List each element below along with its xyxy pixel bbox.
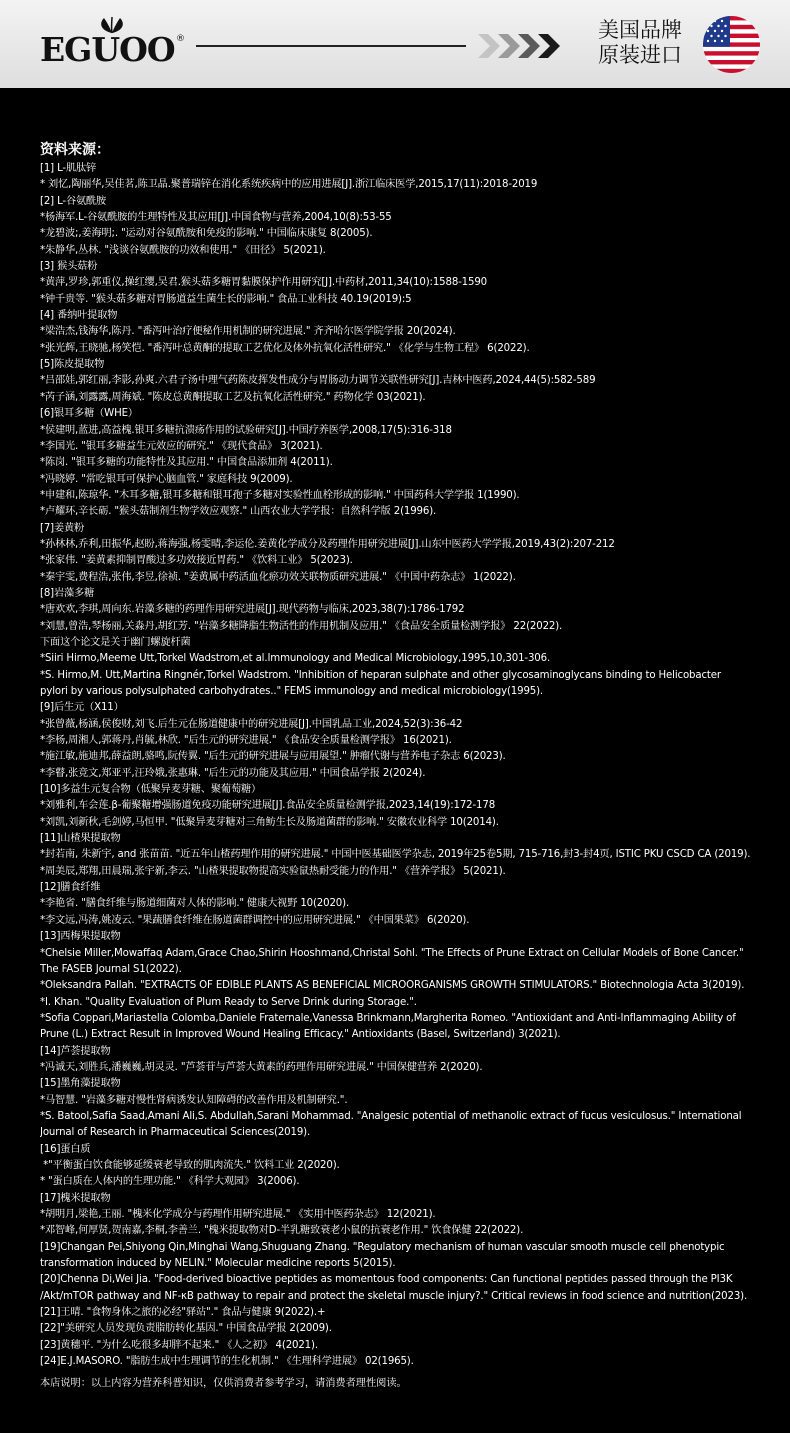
reference-line: *李艳省. "膳食纤维与肠道细菌对人体的影响." 健康大视野 10(2020).	[40, 898, 350, 910]
registered-mark: ®	[176, 34, 185, 44]
reference-line: [19]Changan Pei,Shiyong Qin,Minghai Wang,Shuguang Zhang. "Regulatory mechanism of human vascular smooth muscle cell phenotypic	[40, 1241, 725, 1253]
reference-line: [7]姜黄粉	[40, 522, 85, 534]
references-section	[40, 140, 780, 1392]
reference-line: *侯建明,蓝进,高益槐.银耳多糖抗溃疡作用的试验研究[J].中国疗养医学,2008,17(5):316-318	[40, 424, 452, 436]
reference-line: *秦宇雯,费程浩,张伟,李昱,徐祯. "姜黄属中药活血化瘀功效关联物质研究进展." 《中国中药杂志》 1(2022).	[40, 571, 516, 583]
reference-line: *胡明月,梁艳,王丽. "槐米化学成分与药理作用研究进展." 《实用中医药杂志》 12(2021).	[40, 1209, 436, 1220]
references-list	[40, 161, 780, 1370]
reference-line: [23]黄穗平. "为什么吃很多却胖不起来." 《人之初》 4(2021).	[40, 1339, 318, 1351]
reference-line: *S. Hirmo,M. Utt,Martina Ringnér,Torkel Wadstrom. "Inhibition of heparan sulphate and other glycosaminoglycans binding to Helicobacter	[40, 669, 721, 681]
reference-line: *Oleksandra Pallah. "EXTRACTS OF EDIBLE PLANTS AS BENEFICIAL MICROORGANISMS GROWTH STIMULATORS." Biotechnologia Acta 3(2019).	[40, 980, 745, 992]
chevrons-right-icon	[478, 32, 562, 60]
reference-line: *Siiri Hirmo,Meeme Utt,Torkel Wadstrom,et al.Immunology and Medical Microbiology,1995,10,301-306.	[40, 653, 551, 665]
reference-line: *龙碧波;,姜海明;. "运动对谷氨酰胺和免疫的影响." 中国临床康复 8(2005).	[40, 228, 373, 240]
reference-line: [12]膳食纤维	[40, 882, 101, 894]
store-disclaimer: 本店说明：以上内容为营养科普知识，仅供消费者参考学习，请消费者理性阅读。	[40, 1378, 407, 1390]
reference-line: *刘凯,刘新秋,毛剑婷,马恒甲. "低聚异麦芽糖对三角鲂生长及肠道菌群的影响." 安徽农业科学 10(2014).	[40, 816, 499, 828]
reference-line: * 刘忆,陶丽华,吴佳茗,陈卫晶.聚普瑞锌在消化系统疾病中的应用进展[J].浙江临床医学,2015,17(11):2018-2019	[40, 179, 538, 191]
brand-header	[0, 0, 790, 88]
reference-line: [24]E.J.MASORO. "脂肪生成中生理调节的生化机制." 《生理科学进展》 02(1965).	[40, 1356, 414, 1368]
reference-line: /Akt/mTOR pathway and NF-κB pathway to repair and protect the skeletal muscle injury?." Critical reviews in food science and nutrition(2023).	[40, 1290, 748, 1302]
reference-line: Journal of Research in Pharmaceutical Sciences(2019).	[40, 1127, 311, 1139]
reference-line: [8]岩藻多糖	[40, 587, 95, 599]
reference-line: [3] 猴头菇粉	[40, 261, 98, 273]
reference-line: [5]陈皮提取物	[40, 359, 105, 371]
reference-line: *陈岗. "银耳多糖的功能特性及其应用." 中国食品添加剂 4(2011).	[40, 457, 333, 469]
logo-wordmark: EGUOO	[40, 30, 175, 69]
reference-line: [14]芦荟提取物	[40, 1045, 111, 1057]
reference-line: *S. Batool,Safia Saad,Amani Ali,S. Abdullah,Sarani Mohammad. "Analgesic potential of methanolic extract of fucus vesiculosus." International	[40, 1110, 742, 1122]
reference-line: *李文远,冯涛,姚凌云. "果蔬膳食纤维在肠道菌群调控中的应用研究进展." 《中国果菜》 6(2020).	[40, 914, 470, 926]
us-flag-icon	[703, 16, 760, 73]
reference-line: *施江敏,施迪邦,薛益朗,骆鸣,阮传翼. "后生元的研究进展与应用展望." 肿瘤代谢与营养电子杂志 6(2023).	[40, 751, 506, 763]
reference-line: [4] 番纳叶提取物	[40, 310, 118, 322]
reference-line: *朱静华,丛林. "浅谈谷氨酰胺的功效和使用." 《田径》 5(2021).	[40, 244, 326, 256]
reference-line: *杨海军.L-谷氨酰胺的生理特性及其应用[J].中国食物与营养,2004,10(8):53-55	[40, 212, 392, 224]
reference-line: *张光辉,王晓驰,杨笑恺. "番泻叶总黄酮的提取工艺优化及体外抗氧化活性研究." 《化学与生物工程》 6(2022).	[40, 342, 530, 354]
reference-line: *张家伟. "姜黄素抑制胃酸过多功效接近胃药." 《饮料工业》 5(2023).	[40, 555, 353, 567]
reference-line: [20]Chenna Di,Wei Jia. "Food-derived bioactive peptides as momentous food components: Can functional peptides passed through the PI3K	[40, 1274, 733, 1286]
reference-line: *钟千贵等. "猴头菇多糖对胃肠道益生菌生长的影响." 食品工业科技 40.19(2019):5	[40, 293, 412, 305]
references-title: 资料来源：	[40, 142, 110, 158]
reference-line: [10]多益生元复合物（低聚异麦芽糖、聚葡萄糖）	[40, 784, 262, 796]
reference-line: *孙林林,乔利,田振华,赵盼,蒋海强,杨雯晴,李运伦.姜黄化学成分及药理作用研究进展[J].山东中医药大学学报,2019,43(2):207-212	[40, 538, 615, 550]
reference-line: *Sofia Coppari,Mariastella Colomba,Daniele Fraternale,Vanessa Brinkmann,Margherita Romeo. "Antioxidant and Anti-Inflammaging Ability of	[40, 1012, 736, 1024]
reference-line: *刘慧,曾浩,琴杨丽,关淼丹,胡红芳. "岩藻多糖降脂生物活性的作用机制及应用." 《食品安全质量检测学报》 22(2022).	[40, 620, 563, 632]
reference-line: *芮子涵,刘露露,周海斌. "陈皮总黄酮提取工艺及抗氧化活性研究." 药物化学 03(2021).	[40, 391, 426, 403]
reference-line: *卢耀环,辛长砺. "猴头菇制剂生物学效应观察." 山西农业大学学报：自然科学版 2(1996).	[40, 506, 437, 518]
reference-line: [22]"美研究人员发现负责脂肪转化基因." 中国食品学报 2(2009).	[40, 1323, 332, 1335]
reference-line: *封若南, 朱新宇, and 张苗苗. "近五年山楂药理作用的研究进展." 中国中医基础医学杂志, 2019年25卷5期, 715-716,封3-封4页, ISTIC PKU CSCD CA (2019).	[40, 849, 751, 861]
reference-line: The FASEB Journal S1(2022).	[40, 963, 182, 975]
reference-line: transformation induced by NELIN." Molecular medicine reports 5(2015).	[40, 1258, 396, 1270]
badge-line-1: 美国品牌	[598, 18, 682, 42]
reference-line: *李瞽,张竞文,郑亚平,汪玲娥,张惠琳. "后生元的功能及其应用." 中国食品学报 2(2024).	[40, 767, 426, 779]
brand-logo	[40, 16, 185, 72]
badge-line-2: 原装进口	[598, 43, 682, 67]
reference-line: [11]山楂果提取物	[40, 833, 121, 845]
reference-line: *冯晓婷. "常吃银耳可保护心脑血管." 家庭科技 9(2009).	[40, 473, 293, 485]
reference-line: *申建和,陈琼华. "木耳多糖,银耳多糖和银耳孢子多糖对实验性血栓形成的影响." 中国药科大学学报 1(1990).	[40, 489, 520, 501]
reference-line: * "蛋白质在人体内的生理功能." 《科学大观园》 3(2006).	[40, 1176, 300, 1188]
reference-line: [1] L-肌肽锌	[40, 163, 97, 174]
reference-line: *刘雅利,车会莲.β-葡聚糖增强肠道免疫功能研究进展[J].食品安全质量检测学报,2023,14(19):172-178	[40, 800, 496, 812]
reference-line: *马智慧. "岩藻多糖对慢性肾病诱发认知障碍的改善作用及机制研究.".	[40, 1094, 348, 1106]
reference-line: *李国光. "银耳多糖益生元效应的研究." 《现代食品》 3(2021).	[40, 440, 323, 452]
reference-line: *吕邵娃,郭红丽,李影,孙爽.六君子汤中理气药陈皮挥发性成分与胃肠动力调节关联性研究[J].吉林中医药,2024,44(5):582-589	[40, 375, 596, 387]
header-divider	[196, 45, 466, 47]
reference-line: *黄萍,罗珍,郭重仪,操红缨,吴君.猴头菇多糖胃黏膜保护作用研究[J].中药材,2011,34(10):1588-1590	[40, 277, 488, 289]
reference-line: *周美辰,郑翔,田晨瑞,张宇新,李云. "山楂果提取物提高实验鼠热耐受能力的作用." 《营养学报》 5(2021).	[40, 865, 506, 877]
reference-line: [13]西梅果提取物	[40, 931, 121, 943]
reference-line: *邓智峰,何厚贤,贺南嘉,李桐,李善兰. "槐米提取物对D-半乳糖致衰老小鼠的抗衰老作用." 饮食保健 22(2022).	[40, 1225, 524, 1237]
origin-badge	[598, 18, 698, 68]
reference-line: *梁浩杰,钱海华,陈丹. "番泻叶治疗便秘作用机制的研究进展." 齐齐哈尔医学院学报 20(2024).	[40, 326, 456, 338]
reference-line: [9]后生元（X11）	[40, 702, 124, 714]
reference-line: 下面这个论文是关于幽门螺旋杆菌	[40, 636, 191, 648]
reference-line: *Chelsie Miller,Mowaffaq Adam,Grace Chao,Shirin Hooshmand,Christal Sohl. "The Effects of Prune Extract on Cellular Models of Bone Cancer."	[40, 947, 744, 959]
reference-line: [6]银耳多糖（WHE）	[40, 408, 138, 420]
reference-line: Prune (L.) Extract Result in Improved Wound Healing Efficacy." Antioxidants (Basel, Switzerland) 3(2021).	[40, 1029, 561, 1041]
reference-line: [21]王晴. "食物身体之旅的必经"驿站"." 食品与健康 9(2022).+	[40, 1307, 326, 1319]
reference-line: [16]蛋白质	[40, 1143, 91, 1155]
reference-line: *张曾薇,杨涵,侯俊财,刘飞.后生元在肠道健康中的研究进展[J].中国乳品工业,2024,52(3):36-42	[40, 718, 463, 730]
reference-line: pylori by various polysulphated carbohydrates.." FEMS immunology and medical microbiology(1995).	[40, 686, 544, 697]
reference-line: *唐欢欢,李琪,周向东.岩藻多糖的药理作用研究进展[J].现代药物与临床,2023,38(7):1786-1792	[40, 604, 465, 616]
reference-line: *I. Khan. "Quality Evaluation of Plum Ready to Serve Drink during Storage.".	[40, 996, 417, 1008]
reference-line: [17]槐米提取物	[40, 1192, 111, 1204]
reference-line: [2] L-谷氨酰胺	[40, 195, 107, 207]
reference-line: *冯诚天,刘胜兵,潘巍巍,胡灵灵. "芦荟苷与芦荟大黄素的药理作用研究进展." 中国保健营养 2(2020).	[40, 1061, 483, 1073]
reference-line: [15]墨角藻提取物	[40, 1078, 121, 1090]
reference-line: *李杨,周湘人,郭蒋丹,肖毓,林欣. "后生元的研究进展." 《食品安全质量检测学报》 16(2021).	[40, 735, 452, 747]
reference-line: *"平衡蛋白饮食能够延缓衰老导致的肌肉流失." 饮料工业 2(2020).	[40, 1159, 340, 1171]
